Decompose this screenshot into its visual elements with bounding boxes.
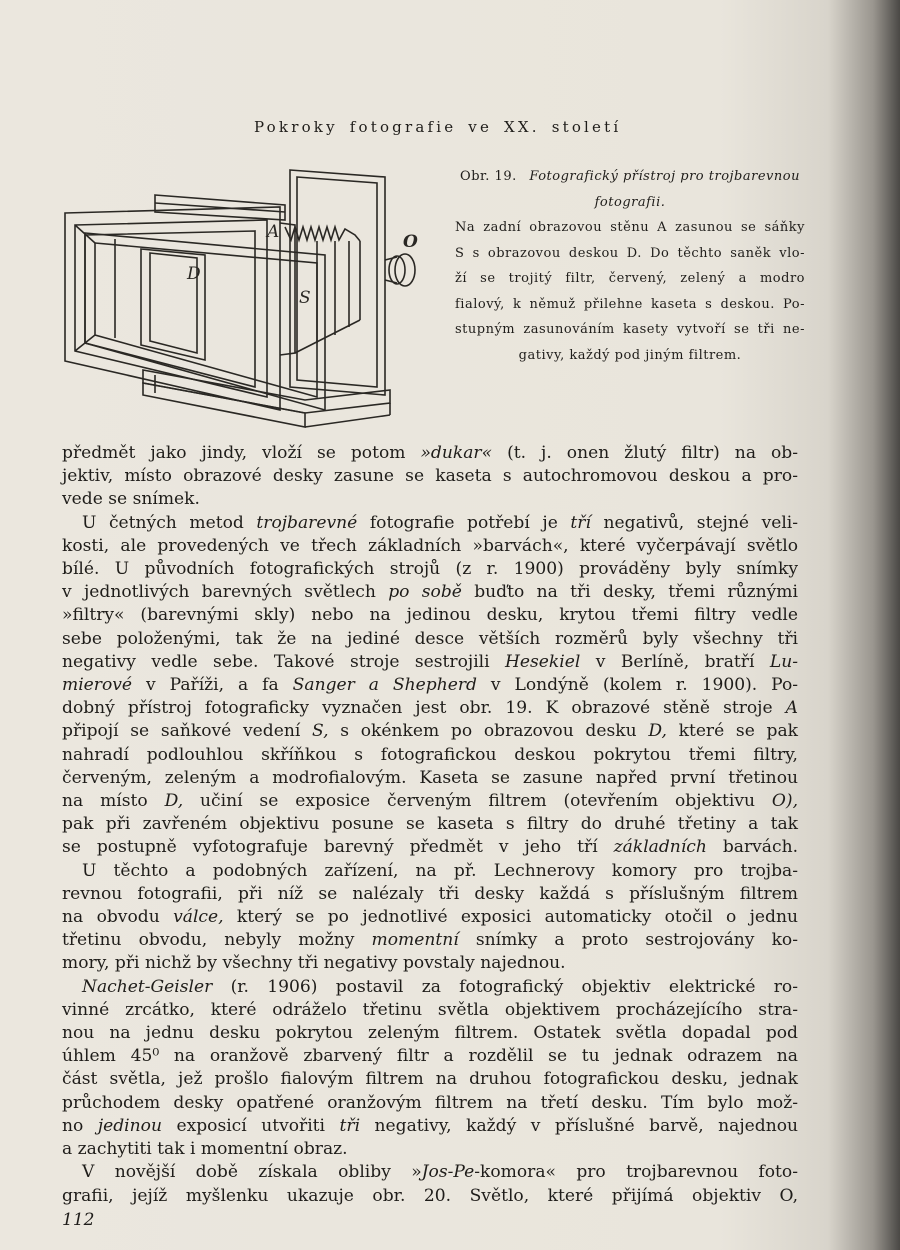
body-text (62, 442, 798, 1208)
camera-illustration (55, 165, 445, 435)
caption-line: gativy, každý pod jiným filtrem. (518, 347, 742, 363)
caption-line: stupným zasunováním kasety vytvoří se tři ne- (455, 322, 805, 337)
paragraph: Nachet-Geisler (r. 1906) postavil za fotografický objektiv elektrické ro- vinné zrcátko, které odráželo třetinu světla objektivem procházejícího stra- nou na jednu desku pokrytou zeleným filtrem. Ostatek světla dopadal pod úhlem 45⁰ na oranžově zbarvený filtr a rozdělil se tu jednak odrazem na část světla, jež prošlo fialovým filtrem na druhou fotografickou desku, jednak průchodem desky opatřené oranžovým filtrem na třetí desku. Tím bylo mož- no jedinou exposicí utvořiti tři negativy, každý v příslušné barvě, najednou a zachytiti tak i momentní obraz. (62, 976, 799, 1160)
caption-line: fialový, k němuž přilehne kaseta s deskou. Po- (455, 296, 805, 312)
figure-number: Obr. 19. (460, 169, 517, 184)
figure-title-cont: fotografii. (594, 194, 666, 210)
label-o: O (403, 232, 418, 252)
figure-title: Fotografický přístroj pro trojbarevnou (529, 169, 800, 184)
rear-frame (65, 207, 280, 410)
label-s: S (299, 288, 311, 308)
paragraph: U četných metod trojbarevné fotografie potřebí je tří negativů, stejné veli- kosti, ale provedených ve třech základních »barvách«, které vyčerpávají světlo bílé. U původních fotografických strojů (z r. 1900) prováděny byly snímky v jednotlivých barevných světlech po sobě buďto na tři desky, třemi různými »filtry« (barevnými skly) nebo na jedinou desku, krytou třemi filtry vedle sebe položenými, tak že na jediné desce větších rozměrů byly všechny tři negativy vedle sebe. Takové stroje sestrojili Hesekiel v Berlíně, bratří Lu- mierové v Paříži, a fa Sanger a Shepherd v Londýně (kolem r. 1900). Po- dobný přístroj fotograficky vyznačen jest obr. 19. K obrazové stěně stroje A připojí se saňkové vedení S, s okénkem po obrazovou desku D, které se pak nahradí podlouhlou skříňkou s fotografickou deskou pokrytou třemi filtry, červeným, zeleným a modrofialovým. Kaseta se zasune napřed první třetinou na místo D, učiní se exposice červeným filtrem (otevřením objektivu O), pak při zavřeném objektivu posune se kaseta s filtry do druhé třetiny a tak se postupně vyfotografuje barevný předmět v jeho tří základních barvách. (62, 512, 799, 858)
paragraph: V novější době získala obliby »Jos-Pe-komora« pro trojbarevnou foto- grafii, jejíž myšlenku ukazuje obr. 20. Světlo, které přijímá objektiv O, (62, 1162, 798, 1206)
label-a: A (267, 222, 280, 242)
camera-drawing (55, 165, 445, 435)
figure-caption (455, 164, 805, 368)
label-d: D (187, 264, 201, 284)
paragraph: U těchto a podobných zařízení, na př. Lechnerovy komory pro trojba- revnou fotografii, při níž se nalézaly tři desky každá s příslušným filtrem na obvodu válce, který se po jednotlivé exposici automaticky otočil o jednu třetinu obvodu, nebyly možny momentní snímky a proto sestrojovány ko- mory, při nichž by všechny tři negativy povstaly najednou. (62, 860, 798, 974)
caption-line: S s obrazovou deskou D. Do těchto saněk vlo- (455, 245, 805, 261)
running-header: Pokroky fotografie ve XX. století (254, 118, 622, 136)
front-board (290, 170, 385, 395)
page-number: 112 (62, 1210, 95, 1230)
caption-line: ží se trojitý filtr, červený, zelený a modro (455, 271, 805, 286)
caption-line: Na zadní obrazovou stěnu A zasunou se sáňky (455, 220, 805, 235)
paragraph: předmět jako jindy, vloží se potom »dukar« (t. j. onen žlutý filtr) na ob- jektiv, místo obrazové desky zasune se kaseta s autochromovou deskou a pro- vede se snímek. (62, 443, 799, 510)
